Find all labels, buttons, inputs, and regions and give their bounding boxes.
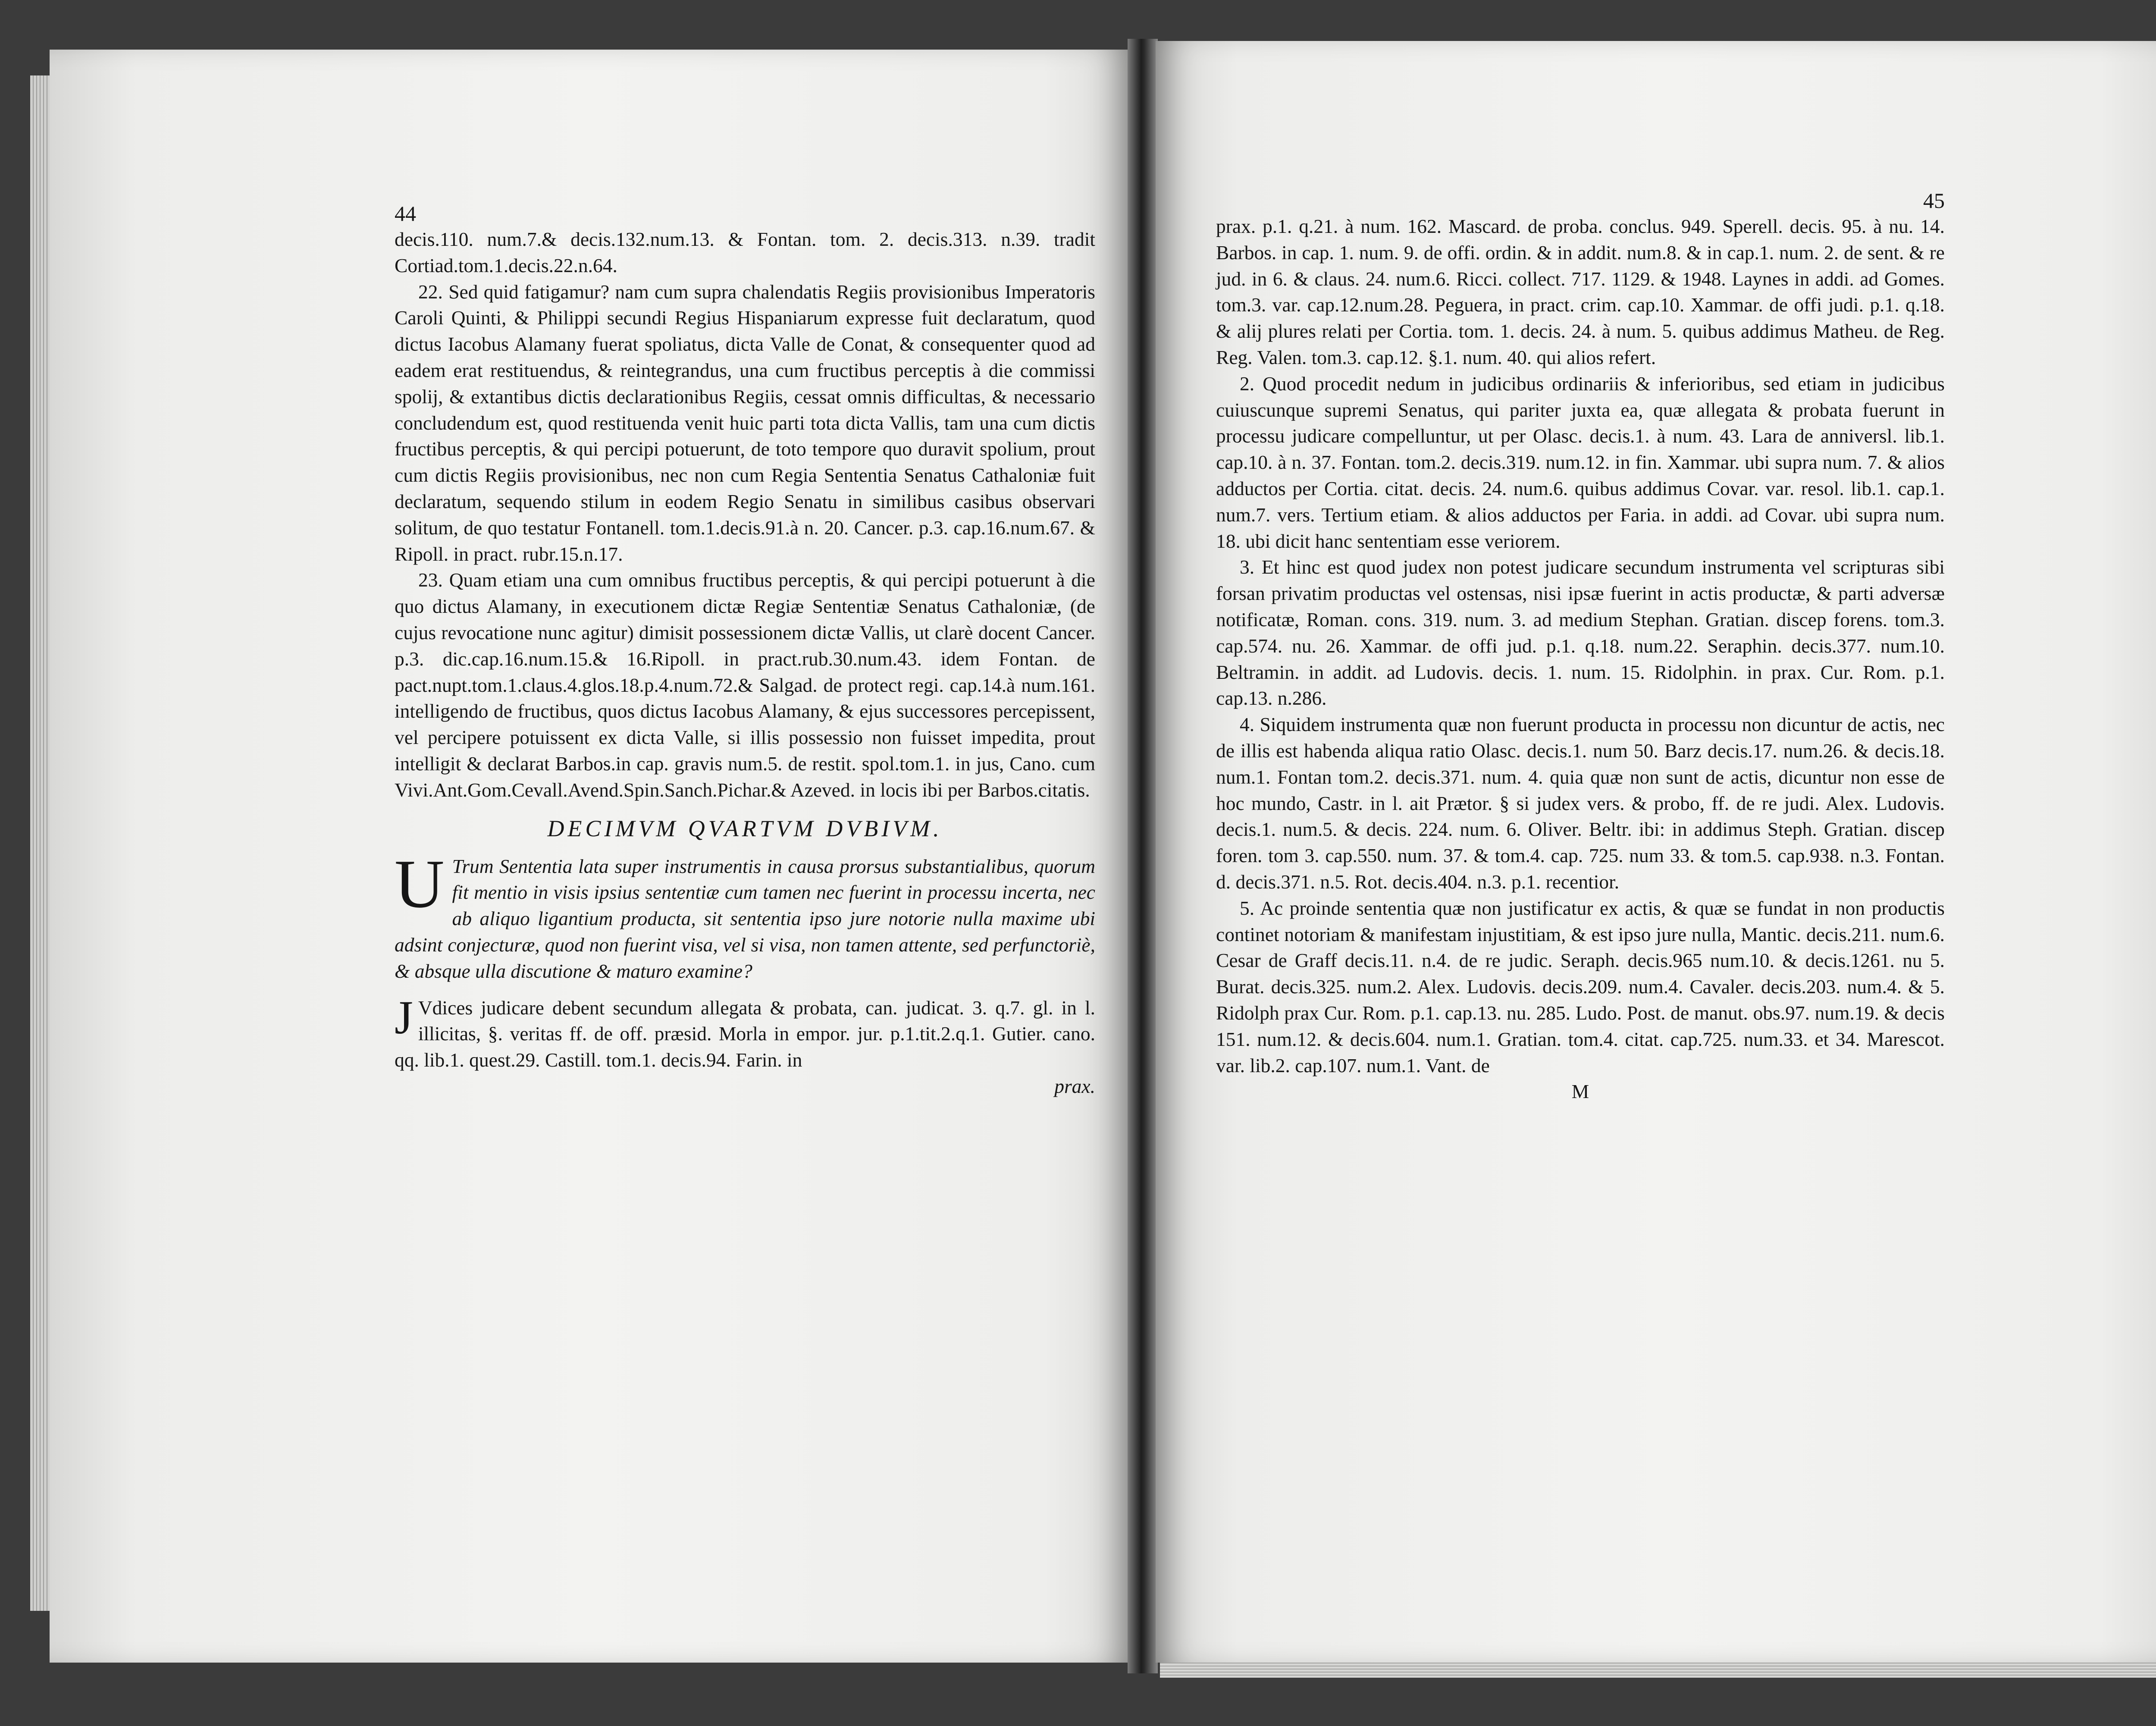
answer-dropcap: J xyxy=(395,991,413,1044)
right-page-text xyxy=(1216,188,1945,1105)
signature-mark: M xyxy=(1571,1080,1589,1103)
paragraph-2: 2. Quod procedit nedum in judicibus ordinariis & inferioribus, sed etiam in judicibus cuiuscunque supremi Senatus, qui pariter juxta ea, quæ allegata & probata fuerunt in processu judicare compelluntur, ut per Olasc. decis.1. à num. 43. Lara de anniversl. lib.1. cap.10. à n. 37. Fontan. tom.2. decis.319. num.12. in fin. Xammar. ubi supra num. 7. & alios adductos per Cortia. citat. decis. 24. num.6. quibus addimus Covar. var. resol. lib.1. cap.1. num.7. vers. Tertium etiam. & alios adductos per Faria. in addi. ad Covar. ubi supra num. 18. ubi dicit hanc sententiam esse veriorem. xyxy=(1216,372,1945,552)
question-paragraph xyxy=(395,845,1095,985)
answer-text: Vdices judicare debent secundum allegata & probata, can. judicat. 3. q.7. gl. in l. illicitas, §. veritas ff. de off. præsid. Morla in empor. jur. p.1.tit.2.q.1. Gutier. cano. qq. lib.1. quest.29. Castill. tom.1. decis.94. Farin. in xyxy=(395,996,1095,1071)
left-page-text xyxy=(395,201,1095,1100)
page-number: 45 xyxy=(1923,188,1945,213)
question-dropcap: U xyxy=(395,845,445,922)
answer-paragraph xyxy=(395,991,1095,1073)
page-number: 44 xyxy=(395,201,416,226)
paragraph-22: 22. Sed quid fatigamur? nam cum supra chalendatis Regiis provisionibus Imperatoris Caroli Quinti, & Philippi secundi Regius Hispaniarum expresse fuit declaratum, quod dictus Iacobus Alamany fuerat spoliatus, dicta Valle de Conat, & consequenter quod ad eadem erat restituendus, & reintegrandus, una cum fructibus perceptis à die commissi spolij, & extantibus dictis declarationibus Regiis, cessat omnis difficultas, & necessario concludendum est, quod restituenda venit huic parti tota dicta Vallis, tam una cum dictis fructibus perceptis, & qui percipi potuerunt, de toto tempore quo duravit spolium, prout cum dictis Regiis provisionibus, nec non cum Regia Sententia Senatus Cathaloniæ fuit declaratum, sequendo stilum in eodem Regio Senatu in similibus casibus observari solitum, de quo testatur Fontanell. tom.1.decis.91.à n. 20. Cancer. p.3. cap.16.num.67. & Ripoll. in pract. rubr.15.n.17. xyxy=(395,280,1095,565)
paragraph-intro: decis.110. num.7.& decis.132.num.13. & Fontan. tom. 2. decis.313. n.39. tradit Cortiad.tom.1.decis.22.n.64. xyxy=(395,228,1095,276)
catchword: prax. xyxy=(1054,1075,1095,1097)
book-gutter xyxy=(1128,39,1158,1673)
paragraph-23: 23. Quam etiam una cum omnibus fructibus perceptis, & qui percipi potuerunt à die quo dictus Alamany, in executionem dictæ Regiæ Sententiæ Senatus Cathaloniæ, (de cujus revocatione nunc agitur) dimisit possessionem dictæ Vallis, ut clarè docent Cancer. p.3. dic.cap.16.num.15.& 16.Ripoll. in pract.rub.30.num.43. idem Fontan. de pact.nupt.tom.1.claus.4.glos.18.p.4.num.72.& Salgad. de protect regi. cap.14.à num.161. intelligendo de fructibus, quos dictus Iacobus Alamany, & ejus successores percepissent, vel percipere potuissent ex dicta Valle, si illis possessio non fuisset impedita, prout intelligit & declarat Barbos.in cap. gravis num.5. de restit. spol.tom.1. in jus, Cano. cum Vivi.Ant.Gom.Cevall.Avend.Spin.Sanch.Pichar.& Azeved. in locis ibi per Barbos.citatis. xyxy=(395,569,1095,801)
paragraph-5: 5. Ac proinde sententia quæ non justificatur ex actis, & quæ se fundat in non productis continet notoriam & manifestam injustitiam, & est ipso jure nulla, Mantic. decis.211. num.6. Cesar de Graff decis.11. n.4. de re judic. Seraph. decis.965 num.10. & decis.1261. nu 5. Burat. decis.325. num.2. Alex. Ludovis. decis.209. num.4. Cavaler. decis.203. num.4. & 5. Ridolph prax Cur. Rom. p.1. cap.13. nu. 285. Ludo. Post. de manut. obs.97. num.19. & decis 151. num.12. & decis.604. num.1. Gratian. tom.4. citat. cap.725. num.33. et 34. Marescot. var. lib.2. cap.107. num.1. Vant. de xyxy=(1216,897,1945,1076)
paragraph-4: 4. Siquidem instrumenta quæ non fuerunt producta in processu non dicuntur de actis, nec de illis est habenda aliqua ratio Olasc. decis.1. num 50. Barz decis.17. num.26. & decis.18. num.1. Fontan tom.2. decis.371. num. 4. quia quæ non sunt de actis, dicuntur non esse de hoc mundo, Castr. in l. ait Prætor. § si judex vers. & probo, ff. de re judi. Alex. Ludovis. decis.1. num.5. & decis. 224. num. 6. Oliver. Beltr. ibi: in addimus Steph. Gratian. discep foren. tom 3. cap.550. num. 37. & tom.4. cap. 725. num 33. & tom.5. cap.938. n.3. Fontan. d. decis.371. n.5. Rot. decis.404. n.3. p.1. recentior. xyxy=(1216,713,1945,893)
question-text: Trum Sententia lata super instrumentis in causa prorsus substantialibus, quorum fit mentio in visis ipsius sententiæ cum tamen nec fuerint in processu incerta, nec ab aliquo ligantium producta, sit sententia ipso jure notorie nulla maxime ubi adsint conjecturæ, quod non fuerint visa, vel si visa, non tamen attente, sed perfunctoriè, & absque ulla discutione & maturo examine? xyxy=(395,855,1095,982)
right-page xyxy=(1156,41,2156,1663)
paragraph-intro: prax. p.1. q.21. à num. 162. Mascard. de proba. conclus. 949. Sperell. decis. 95. à nu. 14. Barbos. in cap. 1. num. 9. de offi. ordin. & in addit. num.8. & in cap.1. num. 2. de sent. & re jud. in 6. & claus. 24. num.6. Ricci. collect. 717. 1129. & 1948. Laynes in addi. ad Gomes. tom.3. var. cap.12.num.28. Peguera, in pract. crim. cap.10. Xammar. de offi judi. p.1. q.18. & alij plures relati per Cortia. tom. 1. decis. 24. à num. 5. quibus addimus Matheu. de Reg. Reg. Valen. tom.3. cap.12. §.1. num. 40. qui alios refert. xyxy=(1216,215,1945,368)
paragraph-3: 3. Et hinc est quod judex non potest judicare secundum instrumenta vel scripturas sibi forsan privatim productas vel ostensas, nisi ipsæ fuerint in actis productæ, & parti adversæ notificatæ, Roman. cons. 319. num. 3. ad medium Stephan. Gratian. discep forens. tom.3. cap.574. nu. 26. Xammar. de offi jud. p.1. q.18. num.22. Seraphin. decis.377. num.10. Beltramin. in addit. ad Ludovis. decis. 1. num. 15. Ridolphin. in prax. Cur. Rom. p.1. cap.13. n.286. xyxy=(1216,556,1945,709)
left-page xyxy=(50,50,1130,1663)
section-heading: DECIMVM QVARTVM DVBIVM. xyxy=(547,815,943,841)
bottom-leaf-edges xyxy=(1160,1660,2156,1678)
